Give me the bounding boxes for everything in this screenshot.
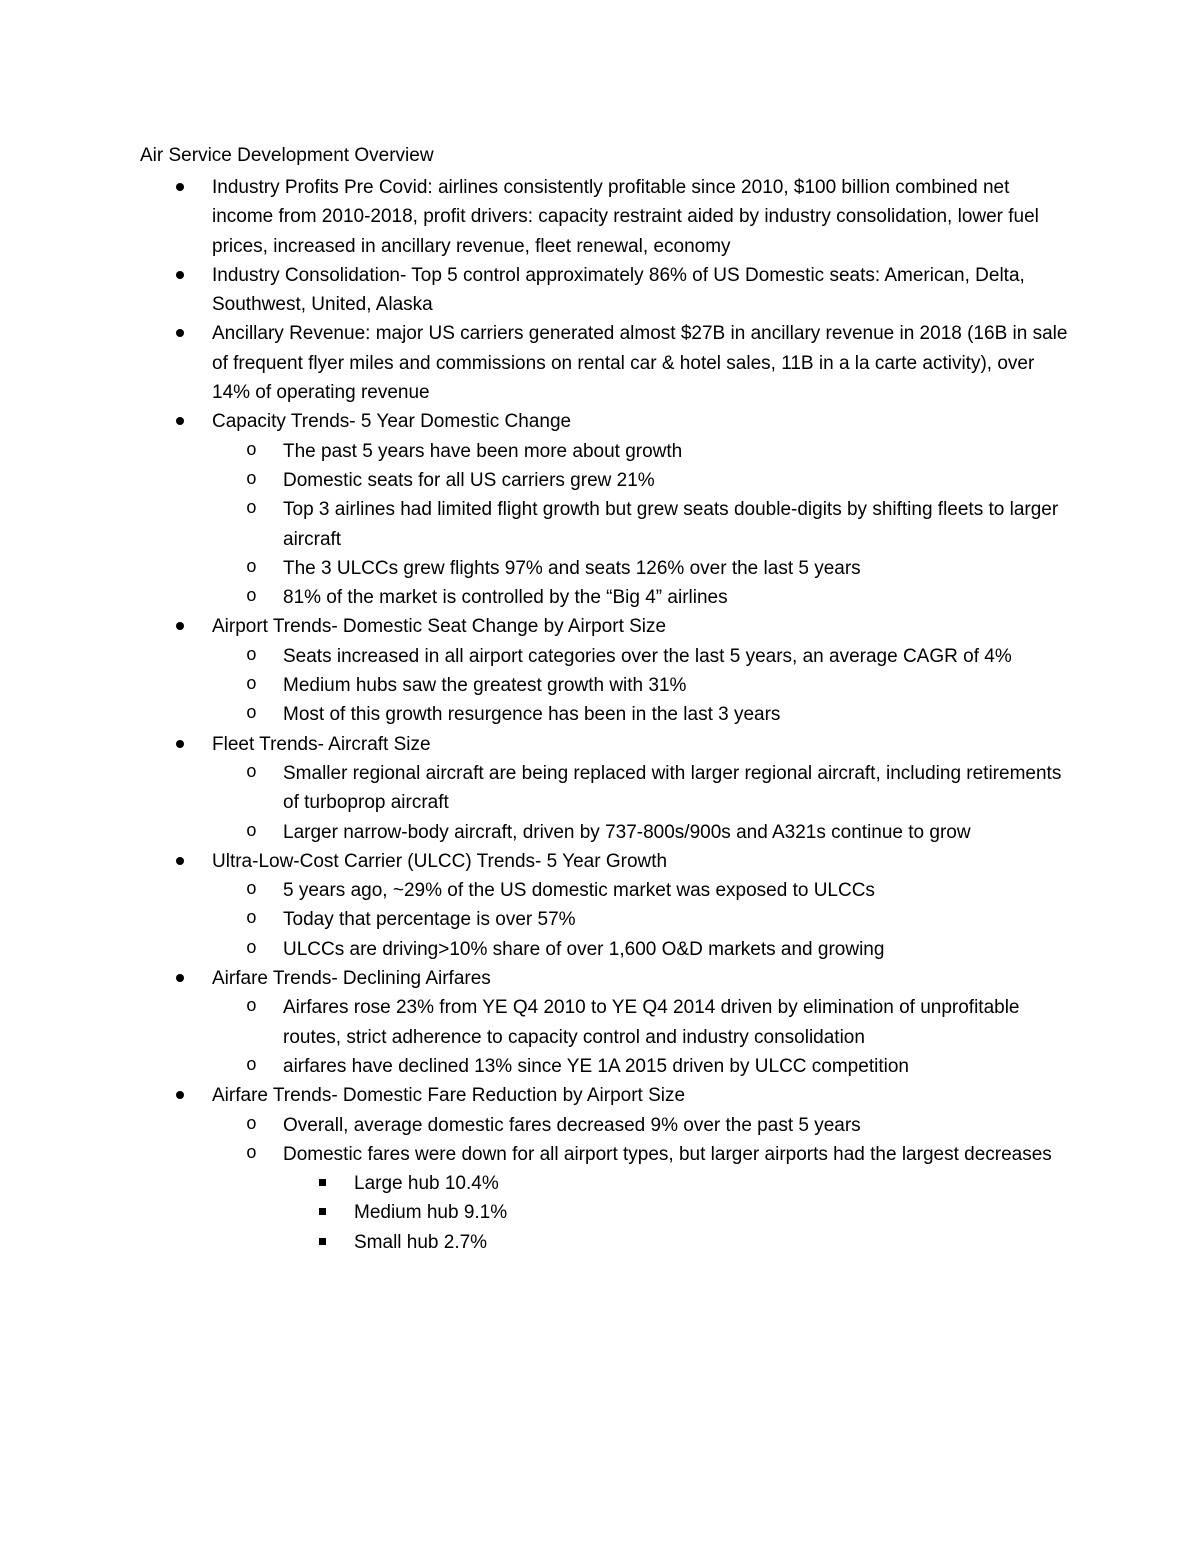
sub-list-item bbox=[212, 905, 1070, 934]
list-item-text: Capacity Trends- 5 Year Domestic Change bbox=[212, 411, 572, 433]
sub-sub-list-item bbox=[283, 1169, 1070, 1198]
sub-list bbox=[212, 642, 1070, 730]
sub-list-item-text: Smaller regional aircraft are being replaced with larger regional aircraft, including retirements of turboprop aircraft bbox=[283, 762, 1062, 814]
sub-sub-list bbox=[283, 1169, 1070, 1257]
list-item bbox=[140, 1081, 1070, 1257]
bullet-icon bbox=[176, 183, 184, 191]
sub-list-item bbox=[212, 466, 1070, 495]
circle-bullet-icon: o bbox=[246, 704, 257, 725]
sub-list-item-text: Domestic fares were down for all airport types, but larger airports had the largest decreases bbox=[283, 1143, 1052, 1165]
bullet-icon bbox=[176, 974, 184, 982]
sub-list-item-text: Seats increased in all airport categories over the last 5 years, an average CAGR of 4% bbox=[283, 645, 1012, 667]
bullet-list bbox=[140, 173, 1070, 1257]
sub-list-item bbox=[212, 1140, 1070, 1257]
sub-list bbox=[212, 759, 1070, 847]
sub-list-item-text: Overall, average domestic fares decreased 9% over the past 5 years bbox=[283, 1114, 861, 1136]
list-item-text: Ancillary Revenue: major US carriers generated almost $27B in ancillary revenue in 2018 (16B in sale of frequent flyer miles and commissions on rental car & hotel sales, 11B in a la carte activity), over 14% of operating revenue bbox=[212, 323, 1068, 404]
circle-bullet-icon: o bbox=[246, 587, 257, 608]
list-item-text: Airfare Trends- Declining Airfares bbox=[212, 968, 491, 990]
circle-bullet-icon: o bbox=[246, 880, 257, 901]
sub-list-item-text: airfares have declined 13% since YE 1A 2015 driven by ULCC competition bbox=[283, 1055, 909, 1077]
sub-sub-list-item-text: Small hub 2.7% bbox=[354, 1231, 488, 1253]
sub-list-item bbox=[212, 876, 1070, 905]
sub-list bbox=[212, 876, 1070, 964]
sub-list bbox=[212, 1111, 1070, 1257]
circle-bullet-icon: o bbox=[246, 1143, 257, 1164]
square-bullet-icon bbox=[319, 1208, 326, 1215]
circle-bullet-icon: o bbox=[246, 557, 257, 578]
circle-bullet-icon: o bbox=[246, 938, 257, 959]
sub-sub-list-item-text: Medium hub 9.1% bbox=[354, 1202, 508, 1224]
list-item-text: Industry Profits Pre Covid: airlines consistently profitable since 2010, $100 billion combined net income from 2010-2018, profit drivers: capacity restraint aided by industry consolidation, lower fuel prices, increased in ancillary revenue, fleet renewal, economy bbox=[212, 177, 1039, 257]
sub-list-item-text: Most of this growth resurgence has been in the last 3 years bbox=[283, 704, 781, 726]
sub-sub-list-item-text: Large hub 10.4% bbox=[354, 1173, 499, 1195]
sub-list-item bbox=[212, 495, 1070, 554]
list-item-text: Airport Trends- Domestic Seat Change by Airport Size bbox=[212, 616, 667, 638]
circle-bullet-icon: o bbox=[246, 499, 257, 520]
list-item-text: Industry Consolidation- Top 5 control approximately 86% of US Domestic seats: American, Delta, Southwest, United, Alaska bbox=[212, 264, 1025, 316]
sub-list-item-text: Domestic seats for all US carriers grew 21% bbox=[283, 469, 655, 491]
circle-bullet-icon: o bbox=[246, 997, 257, 1018]
circle-bullet-icon: o bbox=[246, 675, 257, 696]
circle-bullet-icon: o bbox=[246, 821, 257, 842]
sub-list-item bbox=[212, 554, 1070, 583]
bullet-icon bbox=[176, 1091, 184, 1099]
sub-sub-list-item bbox=[283, 1198, 1070, 1227]
circle-bullet-icon: o bbox=[246, 440, 257, 461]
list-item bbox=[140, 847, 1070, 964]
sub-list-item-text: Larger narrow-body aircraft, driven by 737-800s/900s and A321s continue to grow bbox=[283, 821, 971, 843]
bullet-icon bbox=[176, 417, 184, 425]
list-item bbox=[140, 173, 1070, 261]
sub-list-item-text: 81% of the market is controlled by the “Big 4” airlines bbox=[283, 587, 728, 609]
circle-bullet-icon: o bbox=[246, 1114, 257, 1135]
sub-list bbox=[212, 437, 1070, 613]
sub-list-item-text: Top 3 airlines had limited flight growth but grew seats double-digits by shifting fleets to larger aircraft bbox=[283, 499, 1059, 550]
list-item bbox=[140, 319, 1070, 407]
list-item bbox=[140, 612, 1070, 729]
sub-list-item bbox=[212, 1111, 1070, 1140]
list-item bbox=[140, 730, 1070, 847]
list-item bbox=[140, 964, 1070, 1081]
square-bullet-icon bbox=[319, 1238, 326, 1245]
sub-list-item bbox=[212, 671, 1070, 700]
sub-sub-list-item bbox=[283, 1228, 1070, 1257]
circle-bullet-icon: o bbox=[246, 909, 257, 930]
sub-list-item-text: Medium hubs saw the greatest growth with 31% bbox=[283, 675, 687, 697]
square-bullet-icon bbox=[319, 1179, 326, 1186]
sub-list-item-text: ULCCs are driving>10% share of over 1,600 O&D markets and growing bbox=[283, 938, 885, 960]
sub-list-item-text: Airfares rose 23% from YE Q4 2010 to YE Q4 2014 driven by elimination of unprofitable routes, strict adherence to capacity control and industry consolidation bbox=[283, 997, 1020, 1048]
circle-bullet-icon: o bbox=[246, 1055, 257, 1076]
circle-bullet-icon: o bbox=[246, 645, 257, 666]
sub-list bbox=[212, 993, 1070, 1081]
sub-list-item bbox=[212, 759, 1070, 818]
bullet-icon bbox=[176, 622, 184, 630]
sub-list-item bbox=[212, 700, 1070, 729]
sub-list-item-text: The past 5 years have been more about growth bbox=[283, 440, 683, 462]
list-item-text: Airfare Trends- Domestic Fare Reduction by Airport Size bbox=[212, 1085, 686, 1107]
bullet-icon bbox=[176, 857, 184, 865]
list-item-text: Ultra-Low-Cost Carrier (ULCC) Trends- 5 Year Growth bbox=[212, 850, 668, 872]
circle-bullet-icon: o bbox=[246, 469, 257, 490]
list-item-text: Fleet Trends- Aircraft Size bbox=[212, 733, 431, 755]
list-item bbox=[140, 261, 1070, 320]
sub-list-item bbox=[212, 437, 1070, 466]
circle-bullet-icon: o bbox=[246, 762, 257, 783]
sub-list-item bbox=[212, 642, 1070, 671]
sub-list-item-text: The 3 ULCCs grew flights 97% and seats 126% over the last 5 years bbox=[283, 557, 861, 579]
bullet-icon bbox=[176, 329, 184, 337]
document-title: Air Service Development Overview bbox=[140, 145, 434, 166]
sub-list-item bbox=[212, 935, 1070, 964]
sub-list-item-text: 5 years ago, ~29% of the US domestic market was exposed to ULCCs bbox=[283, 880, 875, 902]
sub-list-item-text: Today that percentage is over 57% bbox=[283, 909, 576, 931]
bullet-icon bbox=[176, 740, 184, 748]
bullet-icon bbox=[176, 271, 184, 279]
sub-list-item bbox=[212, 1052, 1070, 1081]
list-item bbox=[140, 407, 1070, 612]
sub-list-item bbox=[212, 583, 1070, 612]
sub-list-item bbox=[212, 993, 1070, 1052]
sub-list-item bbox=[212, 818, 1070, 847]
